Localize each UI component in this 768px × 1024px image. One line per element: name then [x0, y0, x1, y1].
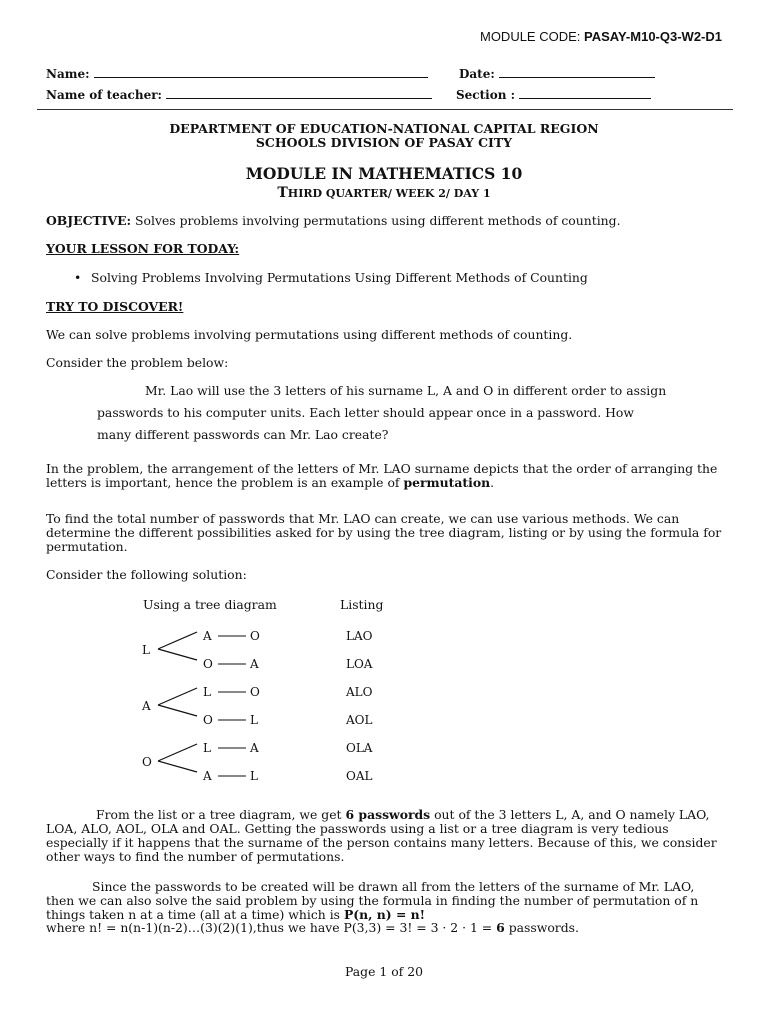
objective-label: OBJECTIVE: [46, 213, 132, 228]
lesson-heading: YOUR LESSON FOR TODAY: [46, 241, 240, 256]
listing-item: AOL [346, 713, 373, 727]
tree-root-l: L [142, 643, 150, 657]
methods-paragraph: To find the total number of passwords that Mr. LAO can create, we can use various methods. We can determine the different possibilities asked for by using the tree diagram, listing or by using the formula for permutation. [46, 511, 722, 554]
arrangement-paragraph: In the problem, the arrangement of the letters of Mr. LAO surname depicts that the order of arranging the letters is important, hence the problem is an example of permutation. [46, 461, 718, 490]
date-label: Date: [459, 67, 495, 81]
tree-branch-line [158, 761, 197, 772]
page-number: Page 1 of 20 [345, 964, 423, 979]
tree-branch-line [158, 705, 197, 716]
discover-heading: TRY TO DISCOVER! [46, 299, 184, 314]
module-title: MODULE IN MATHEMATICS 10 [245, 164, 523, 183]
consider-problem: Consider the problem below: [46, 355, 229, 370]
problem-line-2: passwords to his computer units. Each letter should appear once in a password. How [97, 405, 634, 420]
listing-item: LOA [346, 657, 373, 671]
tree-leaf: L [250, 713, 258, 727]
problem-line-1: Mr. Lao will use the 3 letters of his surname L, A and O in different order to assign [145, 383, 667, 398]
tree-leaf: L [250, 769, 258, 783]
tree-branch-line [158, 649, 197, 660]
tree-leaf: O [250, 685, 260, 699]
tree-node: A [203, 769, 212, 783]
module-code-value: PASAY-M10-Q3-W2-D1 [584, 29, 722, 44]
listing-item: OLA [346, 741, 373, 755]
tree-leaf: A [250, 657, 259, 671]
problem-line-3: many different passwords can Mr. Lao create? [97, 427, 389, 442]
tree-node: O [203, 657, 213, 671]
module-code: MODULE CODE: PASAY-M10-Q3-W2-D1 [479, 29, 722, 44]
bullet-icon: • [74, 270, 82, 285]
conclusion-paragraph-1: From the list or a tree diagram, we get 6 passwords out of the 3 letters L, A, and O namely LAO, LOA, ALO, AOL, OLA and OAL. Getting the passwords using a list or a tree diagram is very tedious especially if it happens that the surname of the person contains many letters. Because of this, we consider other ways to find the number of permutations. [46, 807, 717, 864]
tree-leaf: O [250, 629, 260, 643]
listing-item: OAL [346, 769, 373, 783]
conclusion-paragraph-2: Since the passwords to be created will be drawn all from the letters of the surname of Mr. LAO, then we can also solve the said problem by using the formula in finding the number of permutation of n things taken n at a time (all at a time) which is P(n, n) = n! [46, 879, 699, 922]
tree-node: L [203, 741, 211, 755]
department-title: DEPARTMENT OF EDUCATION-NATIONAL CAPITAL REGION [169, 121, 599, 136]
listing-heading: Listing [340, 597, 384, 612]
consider-solution: Consider the following solution: [46, 567, 247, 582]
objective: OBJECTIVE: Solves problems involving permutations using different methods of counting. [46, 213, 621, 228]
listing-item: ALO [346, 685, 373, 699]
tree-root-o: O [142, 755, 152, 769]
quarter-title: THIRD QUARTER/ WEEK 2/ DAY 1 [277, 185, 491, 201]
section-label: Section : [456, 88, 516, 102]
tree-branch-line [158, 744, 197, 761]
listing-item: LAO [346, 629, 373, 643]
tree-branch-line [158, 632, 197, 649]
tree-node: O [203, 713, 213, 727]
name-label: Name: [46, 67, 90, 81]
tree-branch-line [158, 688, 197, 705]
tree-node: L [203, 685, 211, 699]
tree-root-a: A [142, 699, 151, 713]
discover-intro: We can solve problems involving permutations using different methods of counting. [46, 327, 573, 342]
tree-node: A [203, 629, 212, 643]
tree-heading: Using a tree diagram [143, 597, 277, 612]
teacher-label: Name of teacher: [46, 88, 162, 102]
conclusion-paragraph-3: where n! = n(n-1)(n-2)…(3)(2)(1),thus we have P(3,3) = 3! = 3 · 2 · 1 = 6 passwords. [46, 920, 579, 935]
tree-leaf: A [250, 741, 259, 755]
division-title: SCHOOLS DIVISION OF PASAY CITY [255, 135, 513, 150]
